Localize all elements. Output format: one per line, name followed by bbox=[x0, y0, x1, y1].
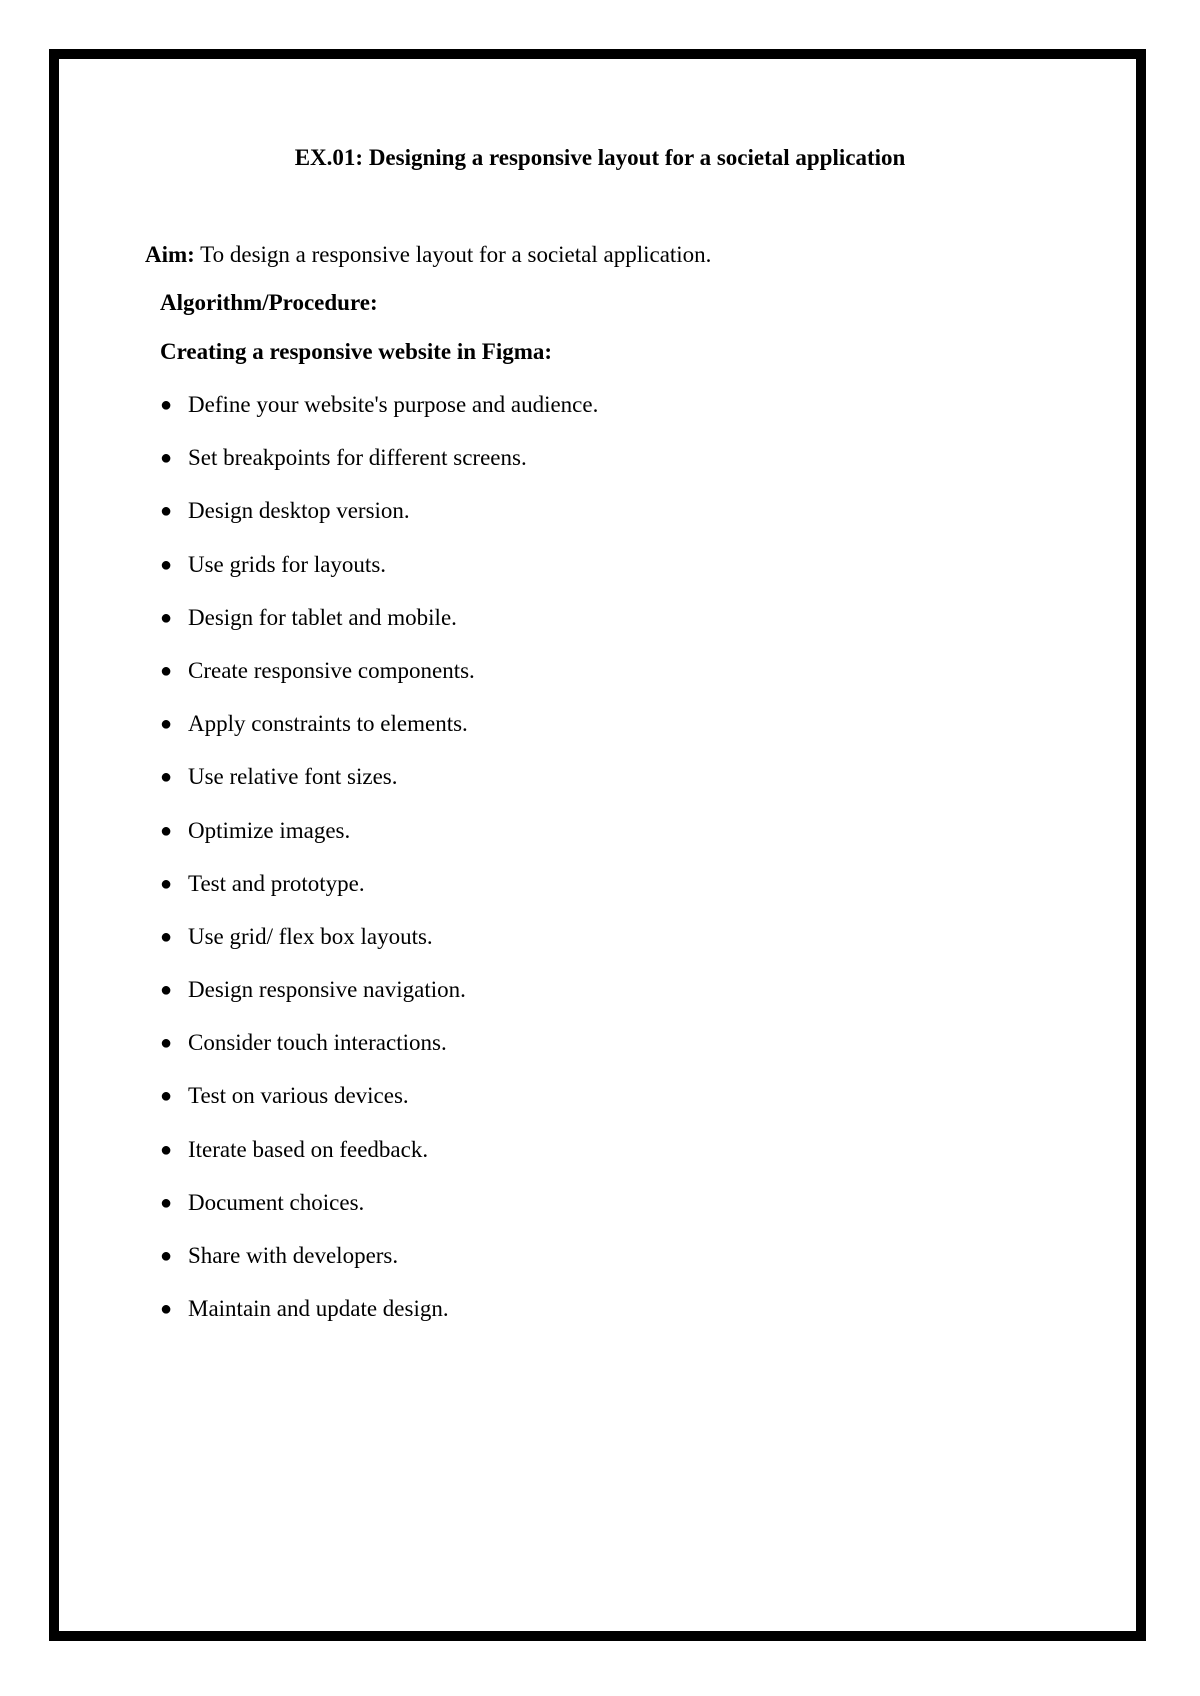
list-item bbox=[160, 1081, 598, 1134]
bullet-icon: ● bbox=[160, 1191, 173, 1214]
list-item bbox=[160, 603, 598, 656]
list-item bbox=[160, 922, 598, 975]
bullet-icon: ● bbox=[160, 1138, 173, 1161]
bullet-icon: ● bbox=[160, 500, 173, 523]
step-text: Share with developers. bbox=[188, 1243, 399, 1268]
step-text: Design for tablet and mobile. bbox=[188, 604, 457, 630]
steps-list bbox=[160, 390, 598, 1347]
step-text: Set breakpoints for different screens. bbox=[188, 445, 527, 471]
bullet-icon: ● bbox=[160, 606, 173, 629]
step-text: Consider touch interactions. bbox=[188, 1030, 447, 1056]
step-text: Maintain and update design. bbox=[188, 1296, 449, 1322]
step-text: Optimize images. bbox=[188, 817, 351, 843]
page-title: EX.01: Designing a responsive layout for a societal application bbox=[294, 145, 906, 170]
aim-label: Aim: bbox=[145, 242, 195, 267]
bullet-icon: ● bbox=[160, 553, 173, 576]
step-text: Use grid/ flex box layouts. bbox=[188, 923, 433, 949]
bullet-icon: ● bbox=[160, 659, 173, 682]
step-text: Test and prototype. bbox=[188, 870, 365, 896]
bullet-icon: ● bbox=[160, 1245, 173, 1267]
step-text: Use relative font sizes. bbox=[188, 764, 398, 790]
step-text: Iterate based on feedback. bbox=[188, 1136, 429, 1162]
bullet-icon: ● bbox=[160, 447, 173, 470]
step-text: Design desktop version. bbox=[188, 498, 410, 524]
step-text: Document choices. bbox=[188, 1189, 365, 1215]
step-text: Design responsive navigation. bbox=[188, 977, 466, 1003]
step-text: Create responsive components. bbox=[188, 657, 475, 683]
step-text: Apply constraints to elements. bbox=[188, 711, 468, 737]
bullet-icon: ● bbox=[160, 1085, 173, 1108]
bullet-icon: ● bbox=[160, 766, 173, 789]
list-item bbox=[160, 1188, 598, 1241]
bullet-icon: ● bbox=[160, 872, 173, 895]
bullet-icon: ● bbox=[160, 713, 173, 736]
bullet-icon: ● bbox=[160, 1032, 173, 1055]
list-item bbox=[160, 1241, 598, 1294]
procedure-subheading: Creating a responsive website in Figma: bbox=[160, 339, 553, 364]
step-text: Define your website's purpose and audience. bbox=[188, 392, 599, 417]
algorithm-heading: Algorithm/Procedure: bbox=[160, 290, 378, 315]
list-item bbox=[160, 1028, 598, 1081]
list-item bbox=[160, 709, 598, 762]
bullet-icon: ● bbox=[160, 925, 173, 948]
list-item bbox=[160, 443, 598, 496]
list-item bbox=[160, 975, 598, 1028]
bullet-icon: ● bbox=[160, 979, 173, 1002]
list-item bbox=[160, 390, 598, 443]
aim-text: To design a responsive layout for a societal application. bbox=[194, 242, 712, 267]
list-item bbox=[160, 1294, 598, 1347]
aim-statement bbox=[145, 240, 711, 270]
list-item bbox=[160, 762, 598, 815]
list-item bbox=[160, 869, 598, 922]
bullet-icon: ● bbox=[160, 819, 173, 842]
list-item bbox=[160, 550, 598, 603]
list-item bbox=[160, 1135, 598, 1188]
step-text: Test on various devices. bbox=[188, 1083, 409, 1109]
step-text: Use grids for layouts. bbox=[188, 551, 387, 577]
bullet-icon: ● bbox=[160, 1298, 173, 1321]
bullet-icon: ● bbox=[160, 394, 173, 416]
list-item bbox=[160, 656, 598, 709]
list-item bbox=[160, 496, 598, 549]
list-item bbox=[160, 816, 598, 869]
